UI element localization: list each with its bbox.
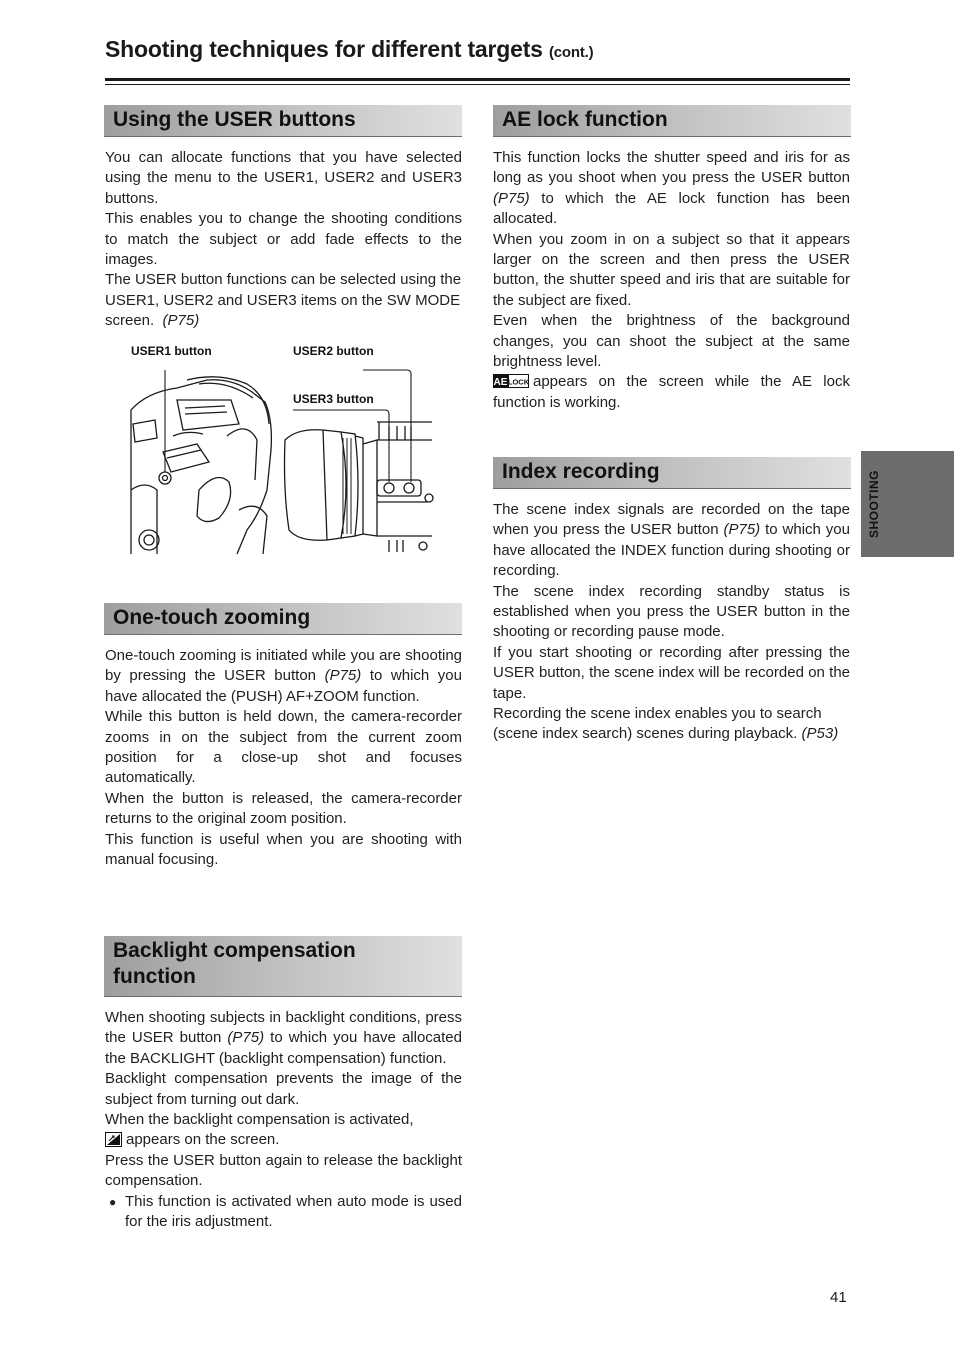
paragraph-text: appears on the screen. bbox=[126, 1131, 280, 1149]
section-heading-user-buttons: Using the USER buttons bbox=[104, 105, 462, 137]
paragraph bbox=[493, 148, 850, 230]
paragraph bbox=[493, 704, 850, 745]
section-heading-ae-lock: AE lock function bbox=[493, 105, 851, 137]
figure-label-user1: USER1 button bbox=[131, 344, 212, 358]
paragraph bbox=[105, 1008, 462, 1069]
paragraph bbox=[493, 500, 850, 582]
figure-label-user3: USER3 button bbox=[293, 392, 374, 406]
lock-icon-text: LOCK bbox=[507, 377, 529, 387]
paragraph-text: to which you have allocated the (PUSH) AF+ZOOM function. bbox=[105, 667, 462, 705]
side-tab-label: SHOOTING bbox=[867, 470, 881, 539]
paragraph-text: The USER button functions can be selected using the USER1, USER2 and USER3 items on the SW MODE screen. bbox=[105, 271, 462, 330]
section-heading-index-recording: Index recording bbox=[493, 457, 851, 489]
paragraph: If you start shooting or recording after pressing the USER button, the scene index will be recorded on the tape. bbox=[493, 643, 850, 702]
paragraph: Press the USER button again to release the backlight compensation. bbox=[105, 1151, 462, 1190]
user-buttons-body bbox=[105, 148, 462, 332]
paragraph bbox=[105, 270, 462, 331]
page-reference: (P75) bbox=[493, 189, 530, 207]
paragraph: When the button is released, the camera-recorder returns to the original zoom position. bbox=[105, 789, 462, 828]
chapter-side-tab bbox=[861, 451, 954, 557]
ae-lock-body bbox=[493, 148, 850, 413]
index-recording-body bbox=[493, 500, 850, 745]
bullet-icon: ● bbox=[109, 1194, 117, 1209]
page-number: 41 bbox=[830, 1289, 847, 1306]
section-heading-backlight bbox=[104, 936, 462, 997]
paragraph: Backlight compensation prevents the image of the subject from turning out dark. bbox=[105, 1070, 462, 1108]
paragraph: This enables you to change the shooting conditions to match the subject or add fade effects to the images. bbox=[105, 210, 462, 269]
ae-lock-icon bbox=[493, 374, 529, 388]
paragraph-text: Recording the scene index enables you to search (scene index search) scenes during playback. bbox=[493, 705, 822, 743]
paragraph: While this button is held down, the camera-recorder zooms in on the subject from the current zoom position for a close-up shot and focuses automatically. bbox=[105, 708, 462, 787]
paragraph bbox=[105, 646, 462, 707]
paragraph-text: One-touch zooming is initiated while you are shooting by pressing the USER button bbox=[105, 647, 462, 685]
page-title-suffix: (cont.) bbox=[548, 44, 594, 61]
paragraph: The scene index recording standby status is established when you press the USER button in the shooting or recording pause mode. bbox=[493, 582, 850, 641]
bullet-text: This function is activated when auto mode is used for the iris adjustment. bbox=[125, 1192, 462, 1231]
page-title bbox=[105, 36, 593, 63]
ae-icon-text: AE bbox=[493, 377, 508, 389]
paragraph: When you zoom in on a subject so that it appears larger on the screen and then press the USER button, the shutter speed and iris that are suitable for the subject are fixed. bbox=[493, 230, 850, 309]
page-title-text: Shooting techniques for different targets bbox=[105, 36, 543, 62]
heading-line: function bbox=[113, 965, 196, 988]
one-touch-zooming-body bbox=[105, 646, 462, 870]
page-reference: (P75) bbox=[162, 312, 200, 330]
camera-illustration bbox=[127, 340, 437, 560]
paragraph-text: The scene index signals are recorded on the tape when you press the USER button bbox=[493, 501, 850, 539]
paragraph bbox=[105, 1110, 462, 1151]
header-rule-thin bbox=[105, 84, 850, 85]
paragraph: Even when the brightness of the background changes, you can shoot the subject at the same brightness level. bbox=[493, 312, 850, 371]
paragraph-text: This function locks the shutter speed and iris for as long as you shoot when you press the USER button bbox=[493, 149, 850, 187]
paragraph-text: appears on the screen while the AE lock function is working. bbox=[493, 373, 850, 411]
paragraph bbox=[493, 372, 850, 413]
paragraph-text: When the backlight compensation is activated, bbox=[105, 1111, 414, 1129]
header-rule-thick bbox=[105, 78, 850, 81]
paragraph-text: When shooting subjects in backlight conditions, press the USER button bbox=[105, 1009, 462, 1047]
paragraph: You can allocate functions that you have selected using the menu to the USER1, USER2 and USER3 buttons. bbox=[105, 149, 462, 207]
paragraph-text: to which you have allocated the BACKLIGHT (backlight compensation) function. bbox=[105, 1029, 462, 1067]
bullet-note bbox=[105, 1192, 462, 1233]
camera-user-buttons-figure bbox=[127, 340, 437, 560]
backlight-body bbox=[105, 1008, 462, 1232]
section-heading-one-touch-zooming: One-touch zooming bbox=[104, 603, 462, 635]
paragraph-text: to which you have allocated the INDEX function during shooting or recording. bbox=[493, 521, 850, 580]
page-reference: (P75) bbox=[723, 521, 761, 539]
heading-line: Backlight compensation bbox=[113, 939, 356, 962]
page-reference: (P53) bbox=[801, 725, 839, 743]
page-reference: (P75) bbox=[324, 667, 362, 685]
page-reference: (P75) bbox=[227, 1029, 265, 1047]
figure-label-user2: USER2 button bbox=[293, 344, 374, 358]
paragraph: This function is useful when you are shooting with manual focusing. bbox=[105, 830, 462, 869]
backlight-icon bbox=[105, 1132, 122, 1147]
paragraph-text: to which the AE lock function has been allocated. bbox=[493, 189, 850, 228]
